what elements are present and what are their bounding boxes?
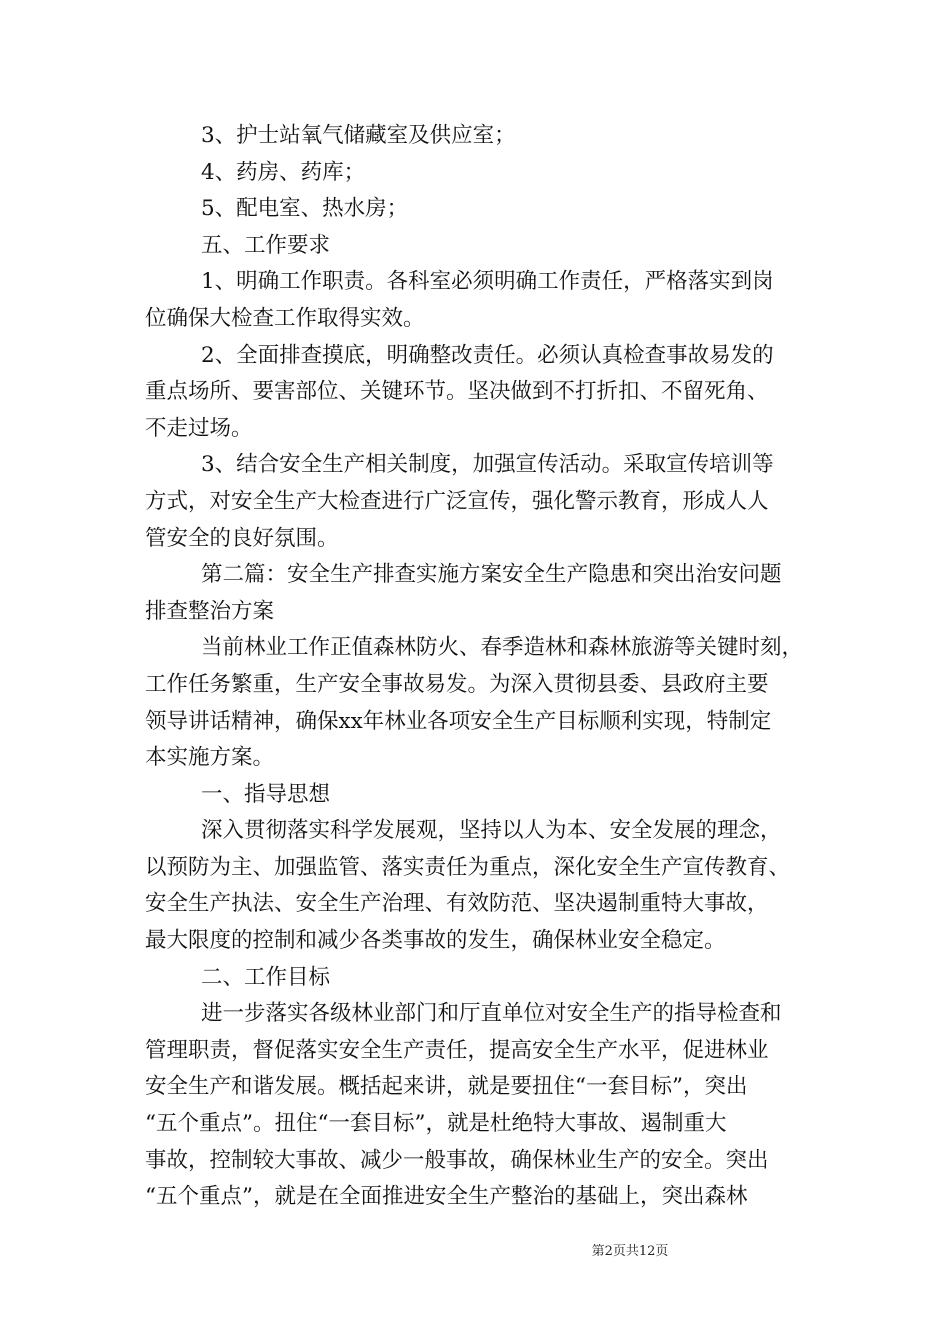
text-line: “五个重点”。扭住“一套目标”，就是杜绝特大事故、遏制重大 bbox=[145, 1111, 727, 1137]
text-line: 管安全的良好氛围。 bbox=[145, 525, 339, 551]
text-line: 以预防为主、加强监管、落实责任为重点，深化安全生产宣传教育、 bbox=[145, 854, 791, 880]
text-line: 本实施方案。 bbox=[145, 745, 275, 771]
text-line: 4、药房、药库； bbox=[201, 159, 366, 185]
section-heading: 五、工作要求 bbox=[201, 232, 331, 258]
page-number: 第2页共12页 bbox=[591, 1244, 669, 1259]
text-line: 进一步落实各级林业部门和厅直单位对安全生产的指导检查和 bbox=[201, 1001, 782, 1027]
text-line: 1、明确工作职责。各科室必须明确工作责任，严格落实到岗 bbox=[201, 269, 774, 295]
text-line: 当前林业工作正值森林防火、春季造林和森林旅游等关键时刻， bbox=[201, 635, 804, 661]
text-line: “五个重点”，就是在全面推进安全生产整治的基础上，突出森林 bbox=[145, 1184, 748, 1210]
text-line: 最大限度的控制和减少各类事故的发生，确保林业安全稳定。 bbox=[145, 928, 726, 954]
text-line: 工作任务繁重，生产安全事故易发。为深入贯彻县委、县政府主要 bbox=[145, 671, 769, 697]
text-line: 深入贯彻落实科学发展观，坚持以人为本、安全发展的理念， bbox=[201, 818, 782, 844]
text-line: 位确保大检查工作取得实效。 bbox=[145, 305, 425, 331]
text-line: 事故，控制较大事故、减少一般事故，确保林业生产的安全。突出 bbox=[145, 1147, 769, 1173]
text-line: 重点场所、要害部位、关键环节。坚决做到不打折扣、不留死角、 bbox=[145, 379, 769, 405]
text-line: 2、全面排查摸底，明确整改责任。必须认真检查事故易发的 bbox=[201, 342, 774, 368]
text-line: 安全生产和谐发展。概括起来讲，就是要扭住“一套目标”，突出 bbox=[145, 1074, 748, 1100]
section-heading: 一、指导思想 bbox=[201, 781, 331, 807]
text-line: 管理职责，督促落实安全生产责任，提高安全生产水平，促进林业 bbox=[145, 1037, 769, 1063]
text-line: 领导讲话精神，确保xx年林业各项安全生产目标顺利实现，特制定 bbox=[145, 708, 772, 734]
text-line: 3、结合安全生产相关制度，加强宣传活动。采取宣传培训等 bbox=[201, 452, 774, 478]
text-line: 5、配电室、热水房； bbox=[201, 196, 409, 222]
text-line: 安全生产执法、安全生产治理、有效防范、坚决遏制重特大事故， bbox=[145, 891, 769, 917]
text-line: 方式，对安全生产大检查进行广泛宣传，强化警示教育，形成人人 bbox=[145, 488, 769, 514]
page-number-footer bbox=[0, 1244, 950, 1260]
document-body bbox=[145, 118, 835, 1216]
section-heading: 二、工作目标 bbox=[201, 964, 331, 990]
text-line: 3、护士站氧气储藏室及供应室； bbox=[201, 123, 516, 148]
text-line: 不走过场。 bbox=[145, 415, 253, 441]
chapter-heading: 第二篇：安全生产排查实施方案安全生产隐患和突出治安问题 bbox=[201, 562, 782, 588]
chapter-heading: 排查整治方案 bbox=[145, 598, 275, 624]
